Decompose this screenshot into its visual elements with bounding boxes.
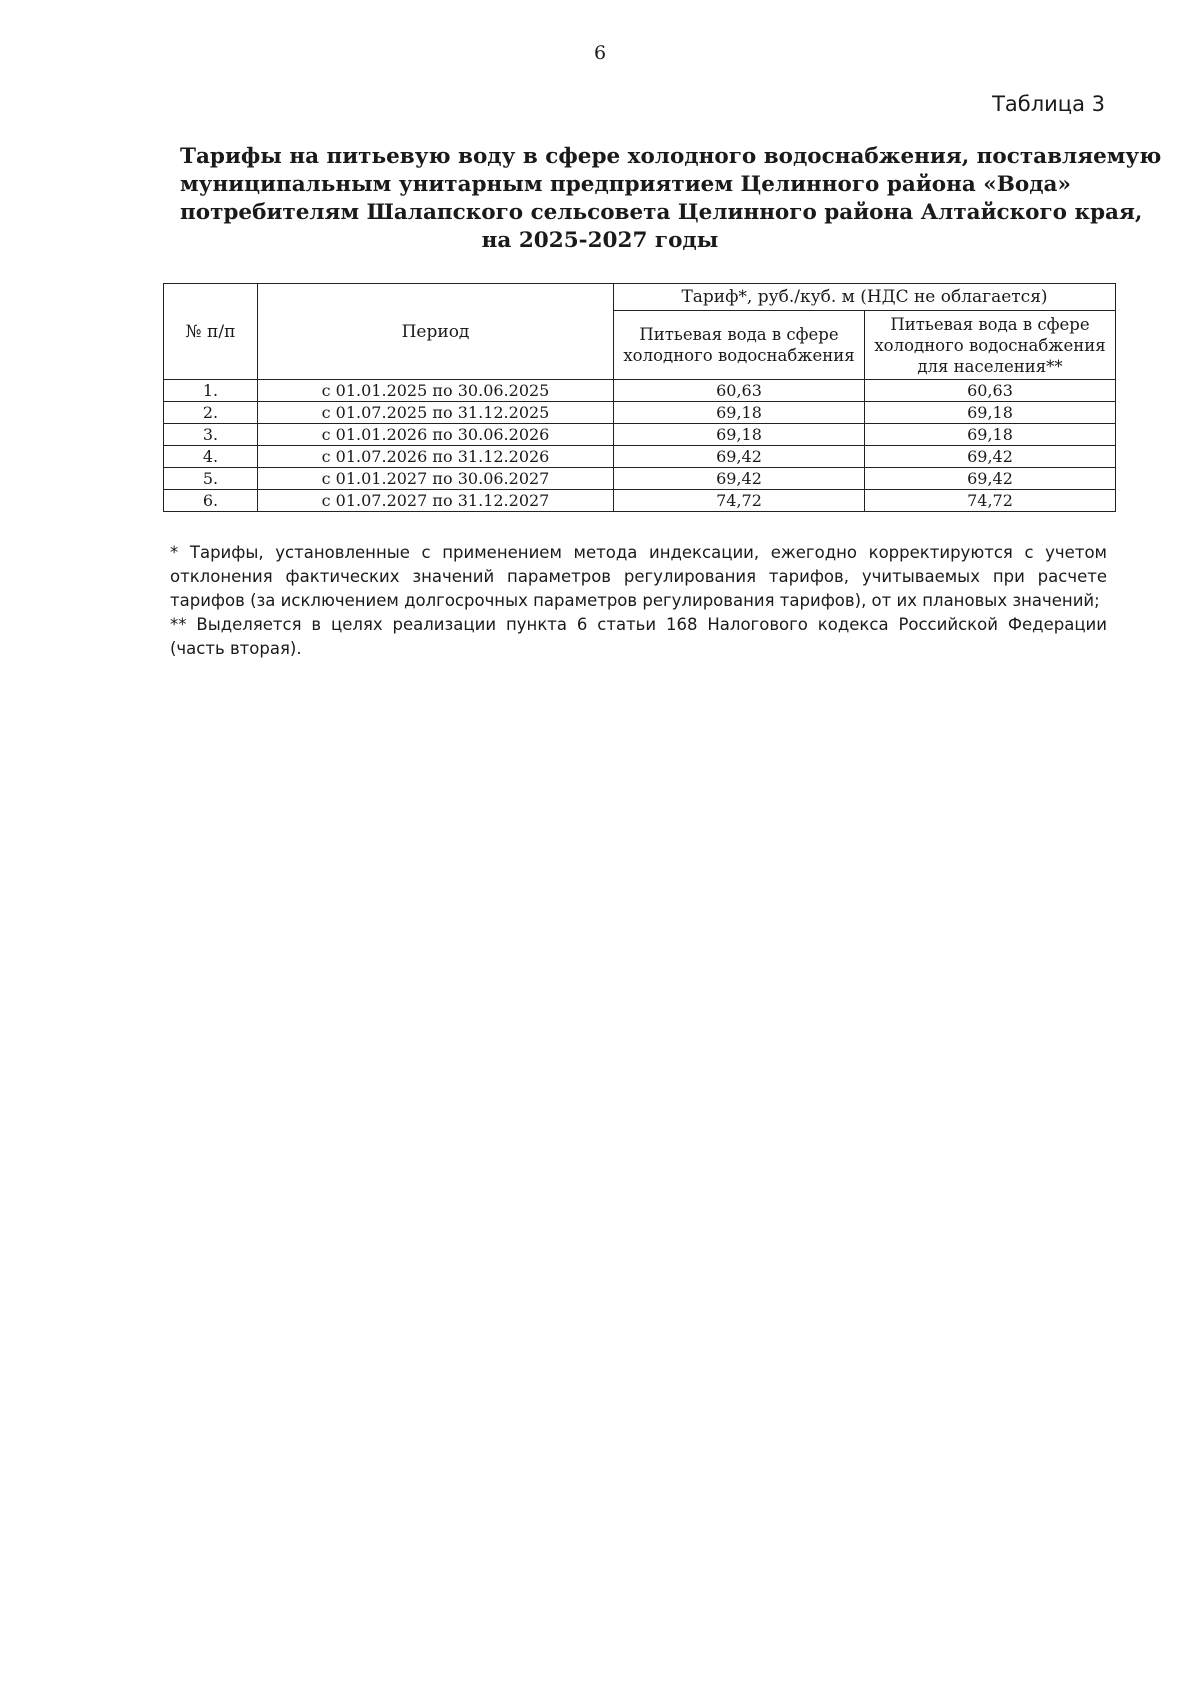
table-row [164, 380, 1116, 402]
cell-tariff-b: 69,42 [865, 446, 1116, 468]
cell-tariff-b: 69,42 [865, 468, 1116, 490]
cell-num: 4. [164, 446, 258, 468]
table-row [164, 446, 1116, 468]
cell-tariff-b: 69,18 [865, 402, 1116, 424]
cell-num: 6. [164, 490, 258, 512]
title-line: потребителям Шалапского сельсовета Целинного района Алтайского края, [180, 200, 1143, 225]
cell-tariff-b: 74,72 [865, 490, 1116, 512]
title-line: на 2025-2027 годы [481, 228, 719, 253]
table-row [164, 468, 1116, 490]
title-line: Тарифы на питьевую воду в сфере холодного водоснабжения, поставляемую [180, 144, 1162, 169]
cell-tariff-a: 60,63 [614, 380, 865, 402]
header-drinking-water: Питьевая вода в сфере холодного водоснабжения [614, 311, 865, 380]
cell-period: с 01.01.2026 по 30.06.2026 [258, 424, 614, 446]
cell-num: 1. [164, 380, 258, 402]
cell-tariff-a: 69,18 [614, 402, 865, 424]
cell-period: с 01.07.2027 по 31.12.2027 [258, 490, 614, 512]
header-tariff-group: Тариф*, руб./куб. м (НДС не облагается) [614, 284, 1116, 311]
cell-num: 3. [164, 424, 258, 446]
cell-period: с 01.07.2025 по 31.12.2025 [258, 402, 614, 424]
title-line: муниципальным унитарным предприятием Целинного района «Вода» [180, 172, 1071, 197]
cell-tariff-a: 69,42 [614, 468, 865, 490]
table-row [164, 424, 1116, 446]
cell-tariff-a: 69,18 [614, 424, 865, 446]
cell-period: с 01.07.2026 по 31.12.2026 [258, 446, 614, 468]
header-drinking-water-population: Питьевая вода в сфере холодного водоснабжения для населения** [865, 311, 1116, 380]
footnotes [170, 541, 1107, 661]
table-row [164, 402, 1116, 424]
footnote-2: ** Выделяется в целях реализации пункта 6 статьи 168 Налогового кодекса Российской Федерации (часть вторая). [170, 615, 1107, 658]
header-num: № п/п [164, 284, 258, 380]
cell-period: с 01.01.2027 по 30.06.2027 [258, 468, 614, 490]
cell-tariff-a: 74,72 [614, 490, 865, 512]
page-number: 6 [593, 42, 607, 64]
cell-period: с 01.01.2025 по 30.06.2025 [258, 380, 614, 402]
table-row [164, 490, 1116, 512]
cell-num: 5. [164, 468, 258, 490]
header-period: Период [258, 284, 614, 380]
table-label: Таблица 3 [992, 92, 1105, 116]
cell-num: 2. [164, 402, 258, 424]
cell-tariff-a: 69,42 [614, 446, 865, 468]
tariff-table [163, 283, 1116, 512]
cell-tariff-b: 69,18 [865, 424, 1116, 446]
footnote-1: * Тарифы, установленные с применением метода индексации, ежегодно корректируются с учетом отклонения фактических значений параметров регулирования тарифов, учитываемых при расчете тарифов (за исключением долгосрочных параметров регулирования тарифов), от их плановых значений; [170, 543, 1107, 610]
document-title [180, 143, 1162, 255]
cell-tariff-b: 60,63 [865, 380, 1116, 402]
